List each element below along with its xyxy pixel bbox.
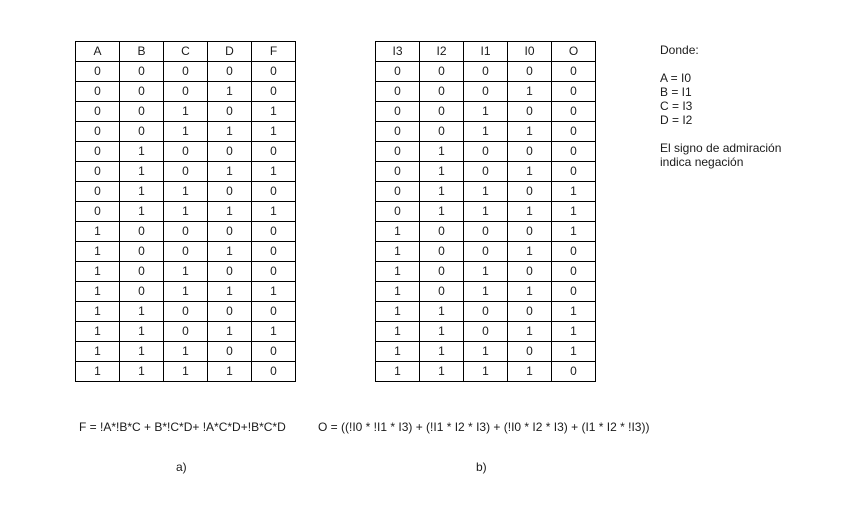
table-row bbox=[376, 182, 596, 202]
table-cell: 1 bbox=[76, 322, 120, 342]
table-cell: 1 bbox=[76, 302, 120, 322]
table-cell: 0 bbox=[252, 62, 296, 82]
table-cell: 0 bbox=[120, 122, 164, 142]
table-cell: 0 bbox=[420, 82, 464, 102]
table-cell: 1 bbox=[376, 362, 420, 382]
column-header: I3 bbox=[376, 42, 420, 62]
table-row bbox=[76, 222, 296, 242]
table-cell: 1 bbox=[552, 222, 596, 242]
table-cell: 0 bbox=[376, 182, 420, 202]
table-row bbox=[376, 102, 596, 122]
table-cell: 0 bbox=[420, 282, 464, 302]
table-cell: 0 bbox=[164, 82, 208, 102]
table-cell: 0 bbox=[208, 142, 252, 162]
table-cell: 0 bbox=[376, 202, 420, 222]
table-cell: 1 bbox=[164, 362, 208, 382]
table-cell: 0 bbox=[208, 262, 252, 282]
table-cell: 0 bbox=[464, 322, 508, 342]
table-cell: 1 bbox=[164, 122, 208, 142]
truth-table-a bbox=[75, 41, 296, 382]
table-cell: 1 bbox=[508, 362, 552, 382]
table-cell: 0 bbox=[376, 142, 420, 162]
table-cell: 0 bbox=[552, 122, 596, 142]
table-cell: 1 bbox=[164, 182, 208, 202]
table-cell: 0 bbox=[208, 342, 252, 362]
table-cell: 0 bbox=[552, 362, 596, 382]
table-cell: 1 bbox=[120, 162, 164, 182]
table-row bbox=[376, 262, 596, 282]
table-cell: 0 bbox=[508, 262, 552, 282]
negation-note-line1: El signo de admiración bbox=[660, 141, 782, 155]
table-cell: 1 bbox=[376, 222, 420, 242]
table-cell: 0 bbox=[164, 322, 208, 342]
table-cell: 1 bbox=[508, 122, 552, 142]
table-cell: 0 bbox=[76, 82, 120, 102]
table-cell: 0 bbox=[164, 302, 208, 322]
table-cell: 1 bbox=[164, 282, 208, 302]
table-row bbox=[76, 362, 296, 382]
table-cell: 1 bbox=[164, 262, 208, 282]
table-cell: 1 bbox=[208, 322, 252, 342]
column-header: I2 bbox=[420, 42, 464, 62]
table-b-header-row bbox=[376, 42, 596, 62]
table-cell: 0 bbox=[464, 302, 508, 322]
table-cell: 0 bbox=[464, 142, 508, 162]
table-cell: 1 bbox=[376, 242, 420, 262]
table-cell: 0 bbox=[120, 262, 164, 282]
table-row bbox=[76, 342, 296, 362]
table-cell: 1 bbox=[252, 102, 296, 122]
table-row bbox=[76, 282, 296, 302]
table-cell: 1 bbox=[252, 122, 296, 142]
column-header: O bbox=[552, 42, 596, 62]
table-row bbox=[376, 142, 596, 162]
table-cell: 1 bbox=[464, 102, 508, 122]
table-cell: 1 bbox=[508, 202, 552, 222]
mapping-d: D = I2 bbox=[660, 113, 693, 127]
table-cell: 0 bbox=[252, 142, 296, 162]
table-cell: 1 bbox=[464, 362, 508, 382]
table-cell: 0 bbox=[420, 102, 464, 122]
table-cell: 0 bbox=[464, 162, 508, 182]
table-cell: 0 bbox=[252, 342, 296, 362]
table-cell: 0 bbox=[420, 62, 464, 82]
table-row bbox=[376, 202, 596, 222]
table-cell: 0 bbox=[552, 242, 596, 262]
table-cell: 0 bbox=[464, 242, 508, 262]
formula-f: F = !A*!B*C + B*!C*D+ !A*C*D+!B*C*D bbox=[79, 420, 286, 434]
table-cell: 1 bbox=[76, 222, 120, 242]
table-row bbox=[376, 162, 596, 182]
table-cell: 0 bbox=[76, 202, 120, 222]
table-cell: 1 bbox=[552, 302, 596, 322]
table-row bbox=[376, 242, 596, 262]
table-a-header-row bbox=[76, 42, 296, 62]
table-cell: 1 bbox=[208, 282, 252, 302]
table-cell: 1 bbox=[420, 322, 464, 342]
table-cell: 1 bbox=[208, 362, 252, 382]
table-row bbox=[376, 322, 596, 342]
table-row bbox=[76, 242, 296, 262]
table-cell: 1 bbox=[76, 342, 120, 362]
table-cell: 0 bbox=[120, 82, 164, 102]
table-cell: 0 bbox=[508, 302, 552, 322]
table-cell: 0 bbox=[464, 62, 508, 82]
table-cell: 0 bbox=[552, 62, 596, 82]
table-cell: 1 bbox=[120, 362, 164, 382]
table-row bbox=[376, 82, 596, 102]
table-cell: 0 bbox=[252, 222, 296, 242]
table-cell: 0 bbox=[552, 282, 596, 302]
table-row bbox=[376, 302, 596, 322]
table-cell: 0 bbox=[164, 162, 208, 182]
column-header: F bbox=[252, 42, 296, 62]
table-row bbox=[76, 82, 296, 102]
table-cell: 0 bbox=[376, 122, 420, 142]
column-header: A bbox=[76, 42, 120, 62]
table-cell: 0 bbox=[420, 242, 464, 262]
table-row bbox=[376, 62, 596, 82]
table-cell: 1 bbox=[420, 342, 464, 362]
table-cell: 1 bbox=[420, 162, 464, 182]
table-cell: 0 bbox=[252, 242, 296, 262]
table-row bbox=[76, 102, 296, 122]
table-cell: 0 bbox=[76, 162, 120, 182]
table-cell: 0 bbox=[164, 62, 208, 82]
table-cell: 1 bbox=[464, 122, 508, 142]
table-cell: 1 bbox=[420, 142, 464, 162]
column-header: B bbox=[120, 42, 164, 62]
table-cell: 1 bbox=[508, 242, 552, 262]
table-cell: 1 bbox=[120, 202, 164, 222]
table-cell: 0 bbox=[120, 242, 164, 262]
table-cell: 1 bbox=[120, 182, 164, 202]
table-cell: 1 bbox=[164, 102, 208, 122]
caption-b: b) bbox=[476, 460, 487, 474]
table-cell: 1 bbox=[120, 302, 164, 322]
table-cell: 1 bbox=[376, 322, 420, 342]
table-cell: 0 bbox=[420, 262, 464, 282]
table-row bbox=[76, 322, 296, 342]
table-cell: 1 bbox=[208, 162, 252, 182]
table-cell: 1 bbox=[508, 82, 552, 102]
table-cell: 0 bbox=[208, 102, 252, 122]
table-cell: 0 bbox=[552, 162, 596, 182]
negation-note-line2: indica negación bbox=[660, 155, 744, 169]
table-cell: 0 bbox=[376, 102, 420, 122]
table-cell: 0 bbox=[120, 62, 164, 82]
table-row bbox=[76, 142, 296, 162]
table-cell: 1 bbox=[464, 262, 508, 282]
table-row bbox=[76, 122, 296, 142]
table-a-body bbox=[76, 62, 296, 382]
table-cell: 0 bbox=[208, 302, 252, 322]
table-cell: 1 bbox=[208, 82, 252, 102]
table-cell: 1 bbox=[120, 342, 164, 362]
table-cell: 1 bbox=[252, 282, 296, 302]
table-cell: 0 bbox=[120, 102, 164, 122]
formula-o: O = ((!I0 * !I1 * I3) + (!I1 * I2 * I3) + (!I0 * I2 * I3) + (I1 * I2 * !I3)) bbox=[318, 420, 650, 434]
table-cell: 0 bbox=[120, 282, 164, 302]
table-cell: 0 bbox=[120, 222, 164, 242]
table-cell: 1 bbox=[376, 262, 420, 282]
table-cell: 1 bbox=[208, 202, 252, 222]
table-cell: 0 bbox=[464, 82, 508, 102]
table-cell: 1 bbox=[76, 282, 120, 302]
table-row bbox=[76, 62, 296, 82]
table-cell: 0 bbox=[252, 362, 296, 382]
column-header: C bbox=[164, 42, 208, 62]
table-cell: 1 bbox=[252, 322, 296, 342]
table-cell: 1 bbox=[120, 142, 164, 162]
table-cell: 1 bbox=[420, 182, 464, 202]
table-row bbox=[376, 282, 596, 302]
table-cell: 0 bbox=[252, 182, 296, 202]
table-cell: 1 bbox=[420, 362, 464, 382]
table-cell: 0 bbox=[508, 222, 552, 242]
table-cell: 0 bbox=[508, 342, 552, 362]
table-row bbox=[76, 182, 296, 202]
table-b-body bbox=[376, 62, 596, 382]
mapping-a: A = I0 bbox=[660, 71, 692, 85]
table-cell: 0 bbox=[552, 262, 596, 282]
column-header: D bbox=[208, 42, 252, 62]
table-cell: 1 bbox=[552, 322, 596, 342]
table-cell: 1 bbox=[464, 202, 508, 222]
table-cell: 0 bbox=[552, 142, 596, 162]
table-row bbox=[76, 302, 296, 322]
table-cell: 1 bbox=[420, 302, 464, 322]
table-cell: 0 bbox=[508, 62, 552, 82]
table-cell: 1 bbox=[164, 202, 208, 222]
table-cell: 1 bbox=[376, 282, 420, 302]
mapping-c: C = I3 bbox=[660, 99, 693, 113]
table-cell: 1 bbox=[508, 282, 552, 302]
table-cell: 0 bbox=[464, 222, 508, 242]
table-cell: 0 bbox=[76, 122, 120, 142]
table-cell: 1 bbox=[252, 202, 296, 222]
table-cell: 0 bbox=[252, 302, 296, 322]
mapping-b: B = I1 bbox=[660, 85, 692, 99]
table-cell: 1 bbox=[508, 322, 552, 342]
table-row bbox=[376, 362, 596, 382]
table-cell: 0 bbox=[208, 222, 252, 242]
table-cell: 0 bbox=[76, 182, 120, 202]
table-cell: 0 bbox=[164, 142, 208, 162]
table-cell: 1 bbox=[376, 302, 420, 322]
table-cell: 1 bbox=[552, 342, 596, 362]
table-cell: 1 bbox=[508, 162, 552, 182]
table-cell: 0 bbox=[252, 262, 296, 282]
table-cell: 0 bbox=[252, 82, 296, 102]
column-header: I1 bbox=[464, 42, 508, 62]
table-cell: 1 bbox=[376, 342, 420, 362]
table-cell: 0 bbox=[76, 102, 120, 122]
table-row bbox=[376, 122, 596, 142]
table-cell: 1 bbox=[552, 202, 596, 222]
notes-title: Donde: bbox=[660, 43, 699, 57]
truth-table-b bbox=[375, 41, 596, 382]
table-row bbox=[376, 342, 596, 362]
table-cell: 0 bbox=[508, 142, 552, 162]
table-cell: 1 bbox=[76, 262, 120, 282]
table-cell: 0 bbox=[420, 122, 464, 142]
table-cell: 1 bbox=[464, 182, 508, 202]
table-cell: 0 bbox=[508, 182, 552, 202]
table-cell: 1 bbox=[164, 342, 208, 362]
table-cell: 0 bbox=[508, 102, 552, 122]
column-header: I0 bbox=[508, 42, 552, 62]
table-cell: 1 bbox=[252, 162, 296, 182]
table-row bbox=[376, 222, 596, 242]
table-cell: 0 bbox=[376, 62, 420, 82]
table-cell: 0 bbox=[552, 102, 596, 122]
table-row bbox=[76, 162, 296, 182]
table-cell: 1 bbox=[552, 182, 596, 202]
table-cell: 0 bbox=[76, 142, 120, 162]
table-cell: 1 bbox=[464, 342, 508, 362]
table-cell: 0 bbox=[376, 82, 420, 102]
table-cell: 0 bbox=[164, 242, 208, 262]
table-row bbox=[76, 202, 296, 222]
table-cell: 1 bbox=[76, 362, 120, 382]
table-cell: 0 bbox=[208, 182, 252, 202]
table-cell: 0 bbox=[552, 82, 596, 102]
caption-a: a) bbox=[176, 460, 187, 474]
table-cell: 1 bbox=[464, 282, 508, 302]
table-cell: 0 bbox=[376, 162, 420, 182]
table-cell: 1 bbox=[76, 242, 120, 262]
table-cell: 0 bbox=[164, 222, 208, 242]
table-cell: 1 bbox=[120, 322, 164, 342]
table-cell: 1 bbox=[420, 202, 464, 222]
table-cell: 0 bbox=[208, 62, 252, 82]
table-cell: 0 bbox=[76, 62, 120, 82]
table-cell: 1 bbox=[208, 242, 252, 262]
table-row bbox=[76, 262, 296, 282]
table-cell: 1 bbox=[208, 122, 252, 142]
table-cell: 0 bbox=[420, 222, 464, 242]
